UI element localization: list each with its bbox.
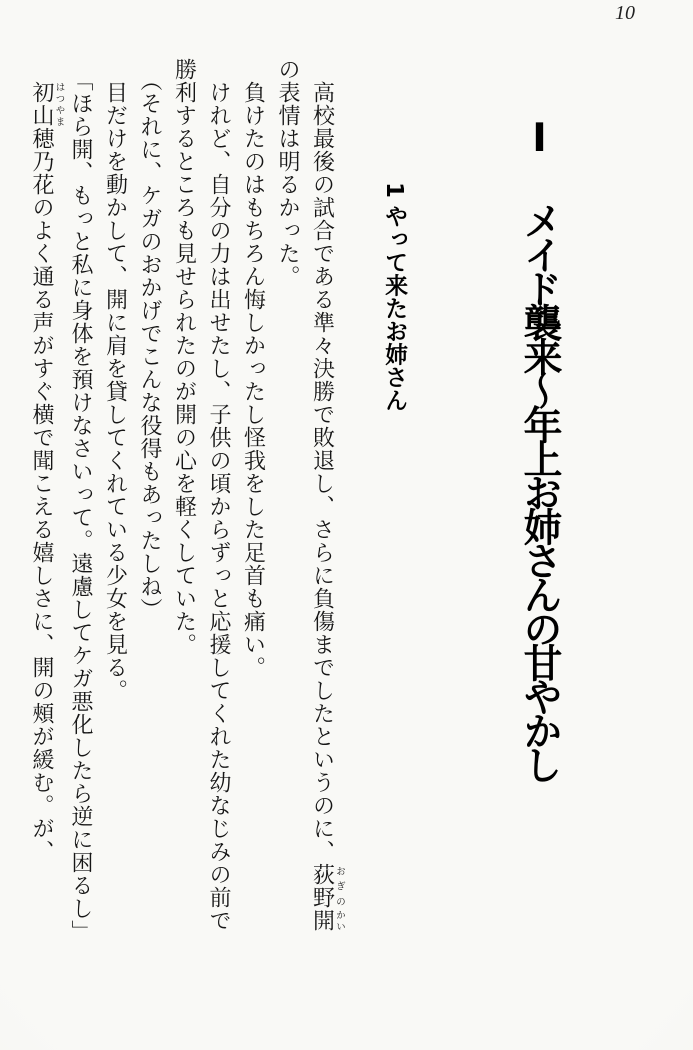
body-line: 初山はつやま穂乃花のよく通る声がすぐ横で聞こえる嬉しさに、開の頰が緩む。が、 <box>30 81 64 863</box>
body-line: （それに、ケガのおかげでこんな役得もあったしね） <box>138 69 163 621</box>
body-line: の表情は明るかった。 <box>276 58 301 288</box>
body-line: 負けたのはもちろん悔しかったし怪我をした足首も痛い。 <box>241 58 267 679</box>
body-line: 「ほら開、もっと私に身体を預けなさいって。遠慮してケガ悪化したら逆に困るし」 <box>69 69 94 943</box>
ruby-annotated-word: 荻野おぎの <box>310 863 344 909</box>
chapter-title-text: メイド襲来〜年上お姉さんの甘やかし <box>517 201 562 779</box>
section-heading <box>382 182 406 882</box>
body-line: 目だけを動かして、開に肩を貸してくれている少女を見る。 <box>103 58 129 702</box>
chapter-numeral: Ⅰ <box>517 116 562 156</box>
ruby-annotated-word: 初山はつやま <box>30 81 64 127</box>
ruby-annotated-word: 開かい <box>310 909 344 932</box>
body-text <box>25 58 345 1023</box>
page-number: 10 <box>615 2 635 24</box>
body-line: 高校最後の試合である準々決勝で敗退し、さらに負傷までしたというのに、荻野おぎの開かい <box>310 58 344 932</box>
body-line: 勝利するところも見せられたのが開の心を軽くしていた。 <box>172 58 198 656</box>
section-title-text: やって来たお姉さん <box>381 204 408 412</box>
section-number: 1 <box>381 182 408 199</box>
chapter-title <box>517 116 562 1016</box>
body-line: けれど、自分の力は出せたし、子供の頃からずっと応援してくれた幼なじみの前で <box>207 58 232 932</box>
